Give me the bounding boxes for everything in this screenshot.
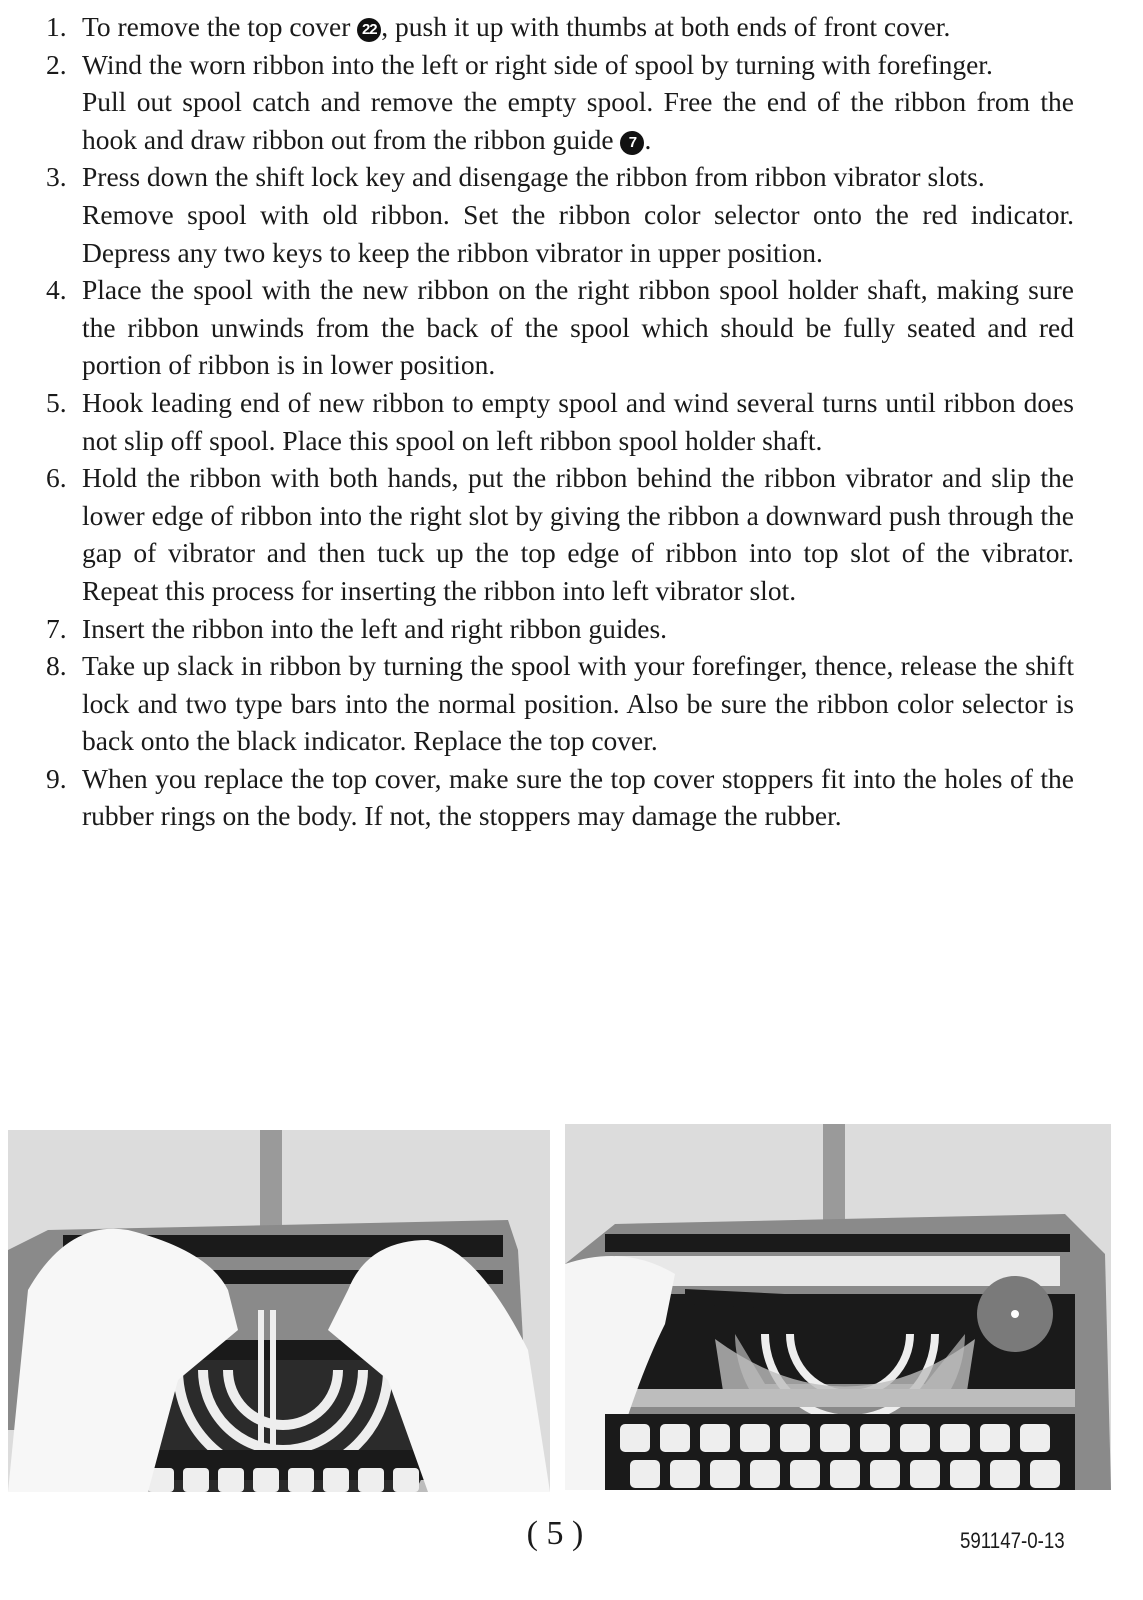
illustration-placing-spool [565,1124,1111,1490]
step-text [82,83,1074,158]
key [950,1460,980,1488]
list-item [46,610,1074,648]
text-segment: Press down the shift lock key and disengage the ribbon from ribbon vibrator slots. [82,161,985,193]
key [910,1460,940,1488]
key [990,1460,1020,1488]
document-code: 591147-0-13 [960,1528,1065,1553]
list-item [46,384,1074,459]
list-item [46,158,1074,271]
step-text [82,8,1074,46]
key [870,1460,900,1488]
part-reference-number: 7 [620,131,644,155]
step-text [82,647,1074,760]
step-number: 1. [46,11,67,42]
key [660,1424,690,1452]
step-text [82,610,1074,648]
step-number: 8. [46,650,67,682]
page-number: ( 5 ) [526,1515,584,1552]
step-number: 5. [46,386,67,418]
text-segment: To remove the top cover [82,11,358,42]
text-segment: . [644,123,652,155]
step-text [82,271,1074,384]
key [750,1460,780,1488]
text-segment: Insert the ribbon into the left and right ribbon guides. [82,612,668,644]
list-item [46,46,1074,159]
part-reference-number: 22 [357,18,381,42]
step-number: 2. [46,48,67,80]
step-number: 3. [46,161,67,193]
text-segment: Pull out spool catch and remove the empty spool. Free the end of the ribbon from the hook and draw ribbon out from the ribbon guide [82,86,1074,155]
key [790,1460,820,1488]
key [700,1424,730,1452]
list-item [46,459,1074,609]
step-text [82,196,1074,271]
step-number: 9. [46,762,67,794]
key [740,1424,770,1452]
step-number: 4. [46,274,67,306]
key [940,1424,970,1452]
step-number: 6. [46,462,67,494]
key [820,1424,850,1452]
text-segment: When you replace the top cover, make sure the top cover stoppers fit into the holes of the rubber rings on the body. If not, the stoppers may damage the rubber. [82,762,1074,832]
list-item [46,760,1074,835]
illustration-hands-threading-ribbon [8,1130,550,1492]
step-text [82,760,1074,835]
step-number: 7. [46,612,67,644]
key [780,1424,810,1452]
instruction-list [46,8,1074,835]
key [830,1460,860,1488]
key [710,1460,740,1488]
step-text [82,459,1074,609]
key [670,1460,700,1488]
key [1030,1460,1060,1488]
step-text [82,46,1074,84]
list-item [46,647,1074,760]
step-text [82,384,1074,459]
key [630,1460,660,1488]
text-segment: Hook leading end of new ribbon to empty spool and wind several turns until ribbon does not slip off spool. Place this spool on left ribbon spool holder shaft. [82,386,1074,456]
key [900,1424,930,1452]
text-segment: Wind the worn ribbon into the left or right side of spool by turning with forefinger. [82,48,993,80]
text-segment: Hold the ribbon with both hands, put the ribbon behind the ribbon vibrator and slip the lower edge of ribbon into the right slot by giving the ribbon a downward push through the gap of vibrator and then tuck up the top edge of ribbon into top slot of the vibrator. Repeat this process for inserting the ribbon into left vibrator slot. [82,462,1074,606]
text-segment: Take up slack in ribbon by turning the spool with your forefinger, thence, release the shift lock and two type bars into the normal position. Also be sure the ribbon color selector is back onto the black indicator. Replace the top cover. [82,650,1074,757]
key [860,1424,890,1452]
text-segment: Place the spool with the new ribbon on the right ribbon spool holder shaft, making sure the ribbon unwinds from the back of the spool which should be fully seated and red portion of ribbon is in lower position. [82,274,1074,381]
list-item [46,271,1074,384]
list-item [46,8,1074,46]
key [980,1424,1010,1452]
key [620,1424,650,1452]
text-segment: Remove spool with old ribbon. Set the ribbon color selector onto the red indicator. Depress any two keys to keep the ribbon vibrator in upper position. [82,198,1074,268]
key [1020,1424,1050,1452]
text-segment: , push it up with thumbs at both ends of front cover. [381,11,951,42]
step-text [82,158,1074,196]
